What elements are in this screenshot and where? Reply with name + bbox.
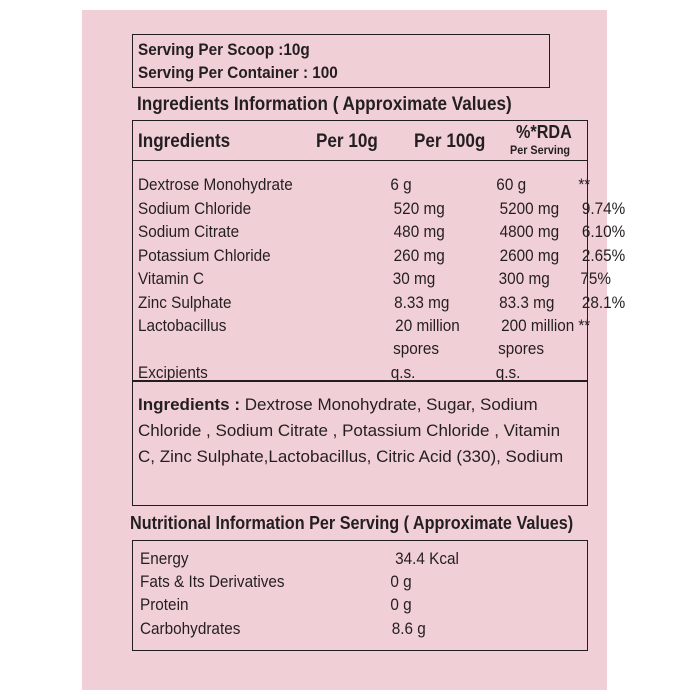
ingredient-rda: 28.1%: [581, 293, 626, 312]
ingredient-per-100g: 5200 mg: [499, 199, 560, 218]
ingredient-per-10g: 480 mg: [393, 222, 445, 241]
ingredients-list-label: Ingredients :: [138, 395, 241, 414]
serving-box: [132, 34, 550, 88]
nutrient-name: Fats & Its Derivatives: [140, 572, 285, 591]
table-row: [133, 291, 626, 314]
nutrition-row: [133, 570, 587, 593]
nutrient-name: Protein: [140, 595, 189, 614]
table-row: [133, 244, 626, 267]
ingredient-name: Sodium Chloride: [138, 199, 252, 218]
column-header-per-10g: Per 10g: [316, 131, 378, 152]
ingredient-per-10g: 30 mg: [392, 269, 436, 288]
table-header: [133, 121, 587, 161]
ingredients-table: [132, 120, 626, 382]
ingredient-per-100g: 300 mg: [498, 269, 550, 288]
ingredient-per-100g-unit: spores: [498, 339, 545, 358]
ingredient-rda: 75%: [580, 269, 612, 288]
nutrition-row: [133, 547, 587, 570]
ingredient-rda: 2.65%: [581, 246, 626, 265]
label-panel: [82, 10, 626, 690]
column-header-per-100g: Per 100g: [414, 131, 486, 152]
table-row-continuation: [133, 337, 587, 360]
ingredient-name: Vitamin C: [138, 269, 205, 288]
nutrient-value: 0 g: [390, 595, 412, 614]
table-row: [133, 220, 626, 243]
table-row: [133, 173, 591, 196]
nutrition-table: [132, 540, 588, 651]
column-header-ingredients: Ingredients: [138, 131, 231, 152]
ingredient-rda: **: [578, 175, 591, 194]
nutrient-name: Energy: [140, 549, 189, 568]
nutrient-value: 8.6 g: [391, 619, 426, 638]
ingredient-name: Sodium Citrate: [138, 222, 240, 241]
nutrition-title: Nutritional Information Per Serving ( Approximate Values): [130, 513, 574, 533]
ingredient-name: Dextrose Monohydrate: [138, 175, 293, 194]
nutrient-value: 34.4 Kcal: [395, 549, 459, 568]
ingredient-per-10g: q.s.: [390, 363, 416, 382]
nutrient-name: Carbohydrates: [140, 619, 241, 638]
ingredients-info-title: Ingredients Information ( Approximate Values): [137, 94, 512, 115]
ingredient-per-10g-unit: spores: [393, 339, 440, 358]
ingredient-per-100g: 83.3 mg: [499, 293, 555, 312]
ingredient-name: Lactobacillus: [138, 316, 227, 335]
ingredient-per-100g: 60 g: [496, 175, 527, 194]
nutrition-row: [133, 593, 587, 616]
ingredient-per-10g: 20 million: [395, 316, 460, 335]
table-row: [133, 267, 612, 290]
serving-per-scoop: Serving Per Scoop :10g: [138, 40, 310, 59]
ingredient-rda: 9.74%: [581, 199, 626, 218]
ingredient-per-10g: 6 g: [390, 175, 412, 194]
nutrient-value: 0 g: [390, 572, 412, 591]
ingredient-per-10g: 520 mg: [393, 199, 445, 218]
ingredients-list-box: [132, 380, 588, 506]
ingredient-name: Excipients: [138, 363, 208, 382]
table-row: [133, 314, 591, 337]
nutrition-row: [133, 617, 587, 640]
column-header-rda: %*RDA: [516, 122, 572, 142]
table-row: [133, 197, 626, 220]
ingredient-per-100g: 2600 mg: [499, 246, 560, 265]
ingredient-per-100g: 200 million: [501, 316, 575, 335]
ingredient-per-100g: 4800 mg: [499, 222, 560, 241]
ingredient-per-10g: 8.33 mg: [394, 293, 450, 312]
column-header-per-serving: Per Serving: [510, 143, 571, 157]
ingredients-list: [138, 392, 578, 470]
serving-per-container: Serving Per Container : 100: [138, 63, 338, 82]
ingredient-rda: 6.10%: [581, 222, 626, 241]
ingredients-list-text: Dextrose Monohydrate, Sugar, Sodium Chloride , Sodium Citrate , Potassium Chloride , Vitamin C, Zinc Sulphate,Lactobacillus, Citric Acid (330), Sodium: [138, 395, 564, 466]
ingredient-name: Potassium Chloride: [138, 246, 271, 265]
ingredient-name: Zinc Sulphate: [138, 293, 232, 312]
ingredient-per-100g: q.s.: [495, 363, 521, 382]
ingredient-rda: **: [578, 316, 591, 335]
ingredient-per-10g: 260 mg: [393, 246, 445, 265]
